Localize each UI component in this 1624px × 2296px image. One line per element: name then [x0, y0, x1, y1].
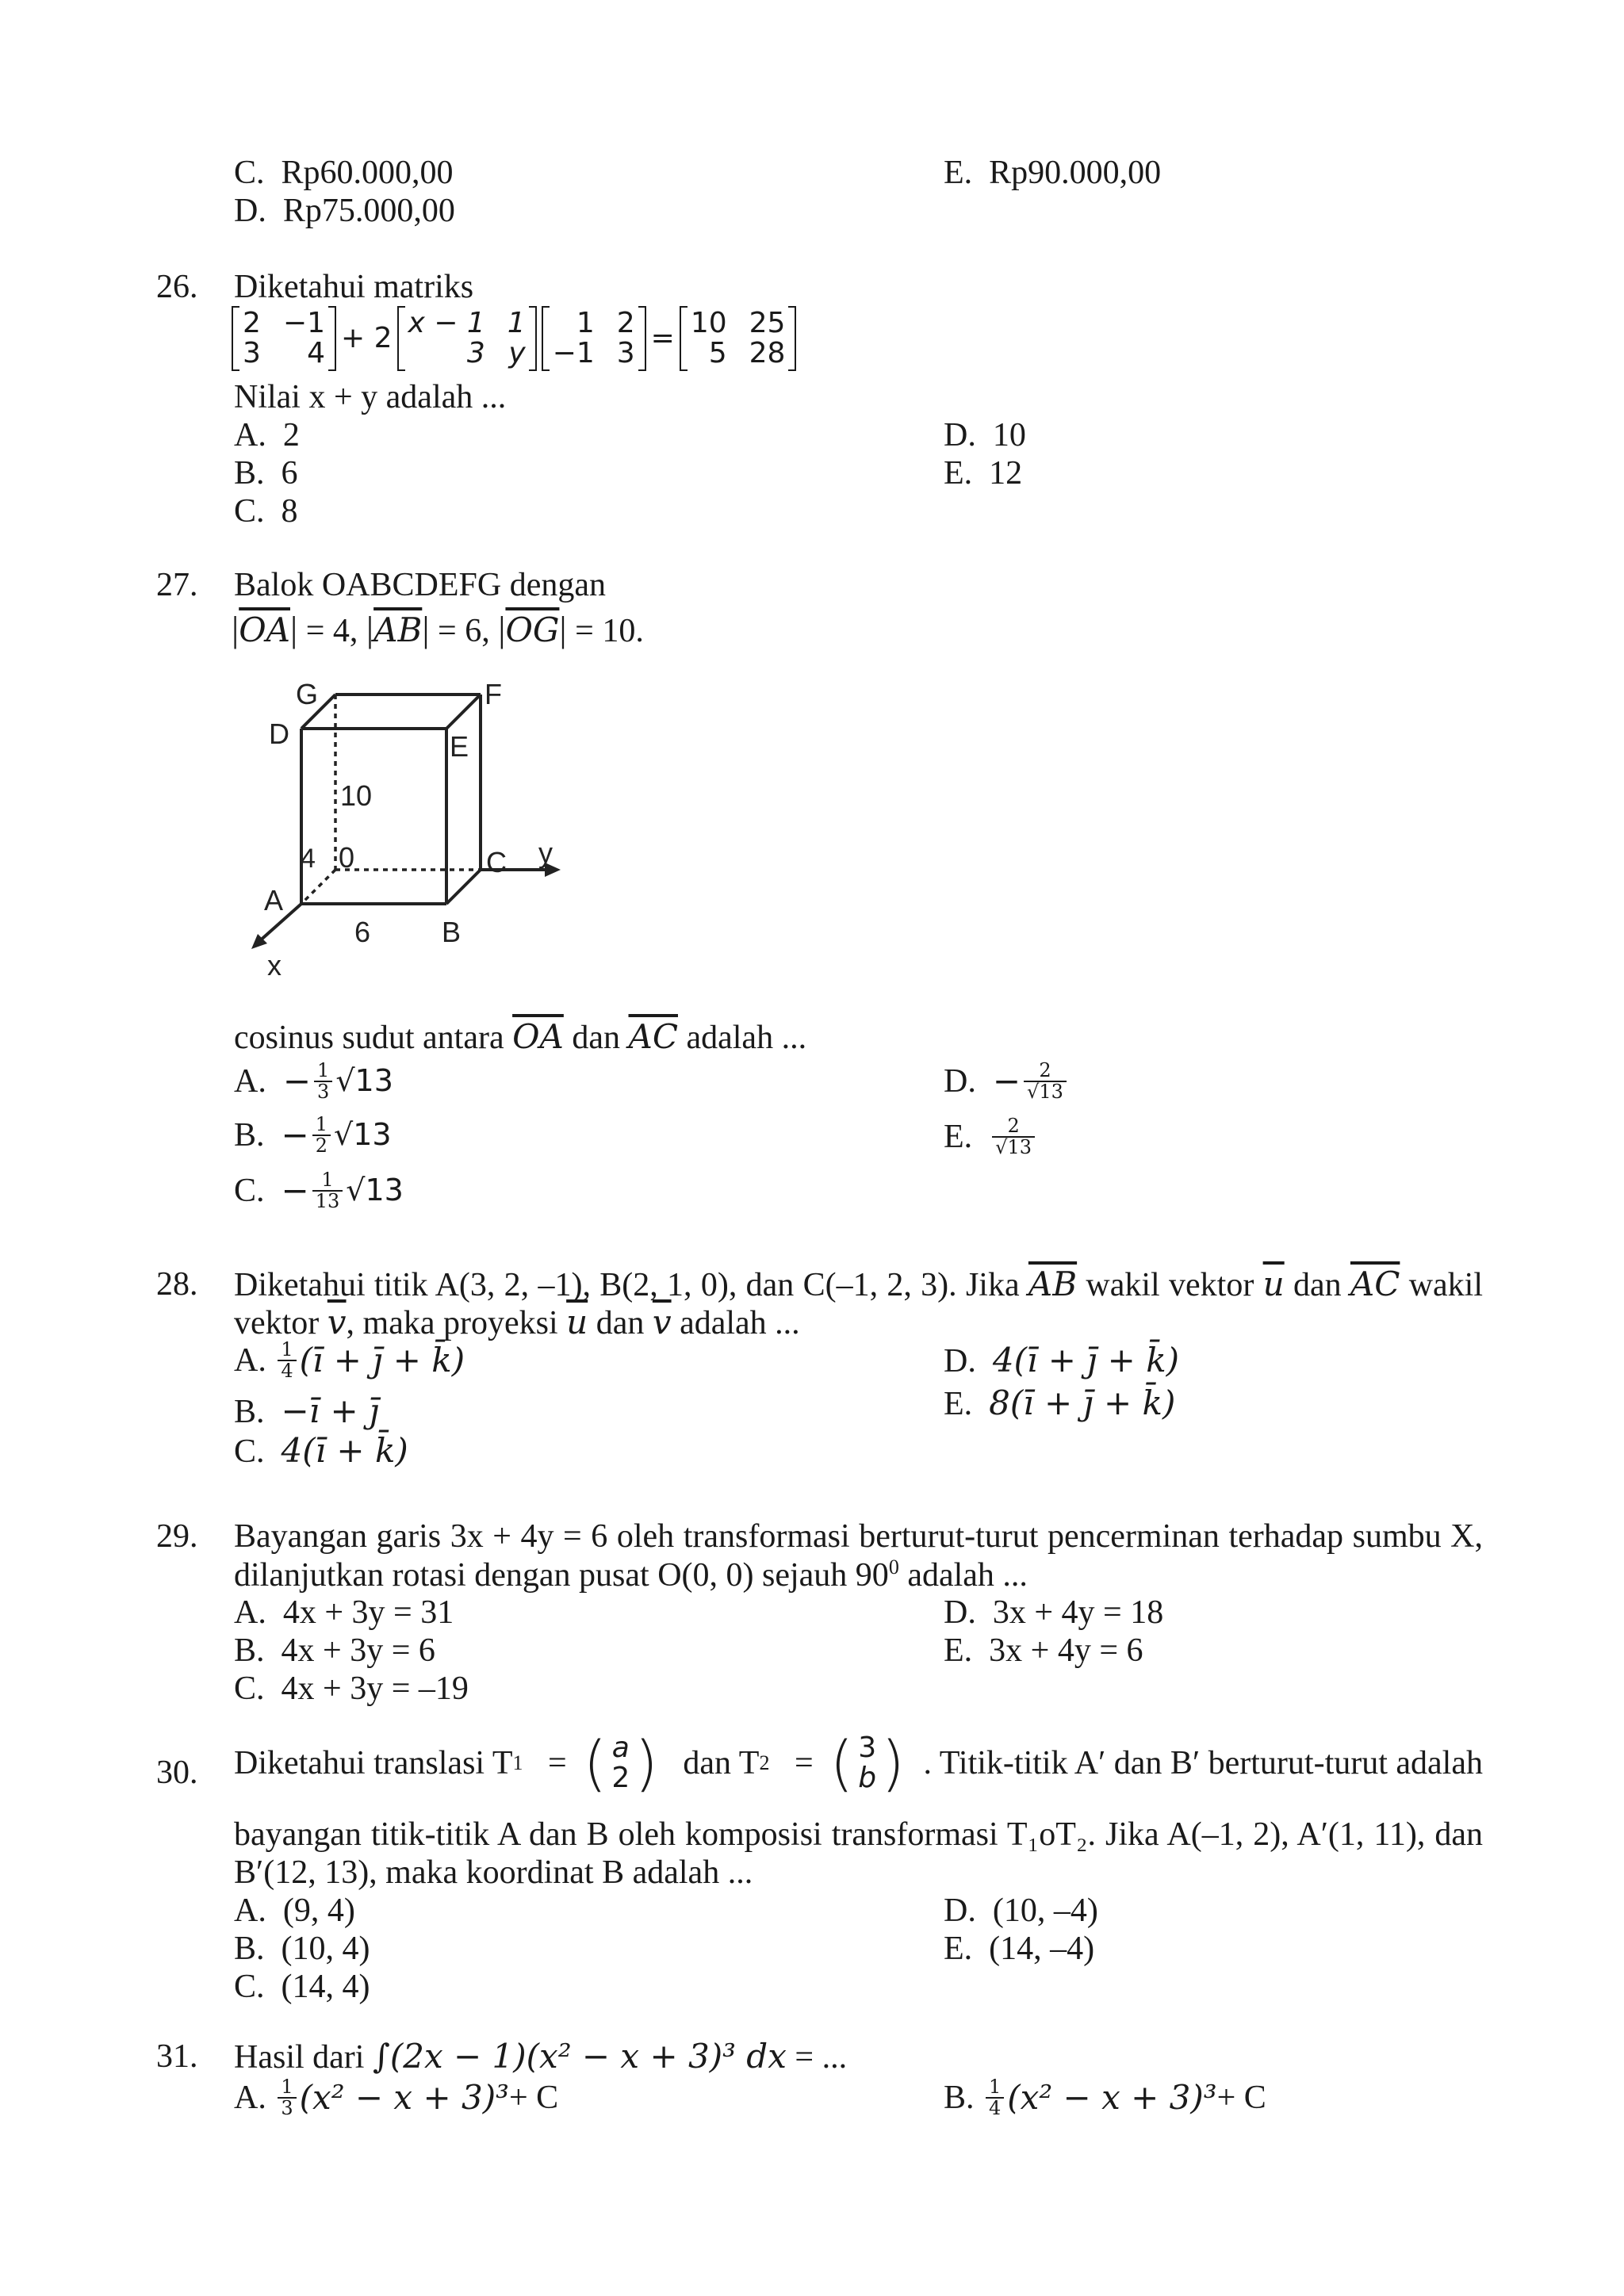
- label-f: F: [485, 679, 502, 710]
- q26-question: Nilai x + y adalah ...: [234, 379, 507, 415]
- q25-option-d: D. Rp75.000,00: [234, 193, 455, 229]
- q28-stem-line2: vektor $\overline{v}$, maka proyeksi $\overline{u}$ dan $\overline{v}$ adalah ...: [234, 1303, 800, 1341]
- q26-option-c: C. 8: [234, 493, 298, 530]
- matrix-1: 2 −1 3 4: [232, 306, 336, 371]
- q28-option-e: E. 8(ī + ȷ̄ + k̄): [944, 1383, 1176, 1422]
- q26-option-e: E. 12: [944, 455, 1023, 492]
- label-b: B: [442, 916, 462, 948]
- q30-stem-line3: B′(12, 13), maka koordinat B adalah ...: [234, 1854, 753, 1891]
- q27-question: cosinus sudut antara $\overline{OA}$ dan $\overline{AC}$ adalah ...: [234, 1017, 807, 1056]
- q29-option-a: A. 4x + 3y = 31: [234, 1594, 454, 1631]
- label-y: y: [538, 836, 553, 869]
- q31-option-b: B. $\frac{1}{4}$ (x² − x + 3)³ + C: [944, 2076, 1266, 2120]
- q31-stem: Hasil dari ∫(2x − 1)(x² − x + 3)³ dx = ...: [234, 2037, 848, 2076]
- q28-option-b: B. −ī + ȷ̄: [234, 1391, 380, 1430]
- q27-option-e: E. $\frac{2}{√13}$: [944, 1116, 1038, 1158]
- q30-option-e: E. (14, –4): [944, 1931, 1095, 1967]
- q30-option-a: A. (9, 4): [234, 1892, 355, 1929]
- label-width: 6: [354, 916, 371, 948]
- q26-stem: Diketahui matriks: [234, 269, 474, 305]
- q30-stem-line1: Diketahui translasi T 1 = ( a 2 ) dan T 2 = ( 3 b ) . Titik-titik A′ dan B′ berturut-turut adalah: [234, 1728, 1483, 1798]
- q26-option-a: A. 2: [234, 417, 300, 453]
- q30-option-d: D. (10, –4): [944, 1892, 1098, 1929]
- q27-given: $|\overline{OA}| = 4$, $|\overline{AB}| = 6$, $|\overline{OG}| = 10$.: [232, 609, 644, 649]
- q29-option-c: C. 4x + 3y = –19: [234, 1670, 469, 1707]
- q27-option-c: C. − $\frac{1}{13}$ √13: [234, 1169, 404, 1213]
- q30-number: 30.: [156, 1755, 198, 1791]
- q26-option-b: B. 6: [234, 455, 298, 492]
- q31-number: 31.: [156, 2038, 198, 2075]
- q28-number: 28.: [156, 1266, 198, 1303]
- q26-number: 26.: [156, 269, 198, 305]
- label-x: x: [267, 949, 282, 982]
- q29-option-e: E. 3x + 4y = 6: [944, 1632, 1143, 1669]
- q25-option-e: E. Rp90.000,00: [944, 155, 1162, 191]
- q26-matrix-equation: [232, 306, 796, 371]
- label-depth: 4: [301, 844, 316, 874]
- label-a: A: [264, 884, 284, 916]
- q26-option-d: D. 10: [944, 417, 1026, 453]
- label-d: D: [269, 718, 289, 750]
- q30-option-b: B. (10, 4): [234, 1931, 370, 1967]
- label-e: E: [450, 730, 469, 763]
- q27-stem: Balok OABCDEFG dengan: [234, 567, 606, 603]
- q25-option-c: C. Rp60.000,00: [234, 155, 454, 191]
- q29-option-d: D. 3x + 4y = 18: [944, 1594, 1164, 1631]
- q30-option-c: C. (14, 4): [234, 1969, 370, 2005]
- q27-option-a: A. − $\frac{1}{3}$ √13: [234, 1059, 393, 1104]
- q27-option-b: B. − $\frac{1}{2}$ √13: [234, 1113, 392, 1158]
- label-c: C: [486, 846, 507, 878]
- label-g: G: [296, 679, 319, 710]
- q29-stem-line1: Bayangan garis 3x + 4y = 6 oleh transformasi berturut-turut pencerminan terhadap sumbu X,: [234, 1518, 1483, 1555]
- q29-option-b: B. 4x + 3y = 6: [234, 1632, 435, 1669]
- q30-stem-line2: bayangan titik-titik A dan B oleh komposisi transformasi T₁oT₂. Jika A(–1, 2), A′(1, 11), dan: [234, 1816, 1483, 1853]
- q29-number: 29.: [156, 1518, 198, 1555]
- q27-option-d: D. − $\frac{2}{√13}$: [944, 1061, 1070, 1102]
- matrix-3: 1 2 −1 3: [542, 306, 646, 371]
- q28-option-a: A. $\frac{1}{4}$ (ī + ȷ̄ + k̄): [234, 1338, 465, 1383]
- q28-option-c: C. 4(ī + k̄): [234, 1431, 408, 1470]
- q27-number: 27.: [156, 567, 198, 603]
- label-origin: 0: [339, 841, 355, 874]
- q28-option-d: D. 4(ī + ȷ̄ + k̄): [944, 1341, 1180, 1380]
- matrix-2: x − 1 1 3 y: [397, 306, 537, 371]
- cuboid-figure: [234, 679, 599, 1012]
- plus-two: + 2: [340, 322, 393, 355]
- label-height: 10: [340, 779, 373, 812]
- q29-stem-line2: dilanjutkan rotasi dengan pusat O(0, 0) sejauh $90^0$ adalah ...: [234, 1556, 1028, 1594]
- matrix-4: 10 25 5 28: [680, 306, 797, 371]
- equals-sign: =: [650, 322, 675, 355]
- q28-stem-line1: Diketahui titik A(3, 2, –1), B(2, 1, 0), dan C(–1, 2, 3). Jika $\overline{AB}$ wakil vektor $\overline{u}$ dan $\overline{AC}$ wakil: [234, 1265, 1483, 1303]
- q31-option-a: A. $\frac{1}{3}$ (x² − x + 3)³ + C: [234, 2076, 559, 2120]
